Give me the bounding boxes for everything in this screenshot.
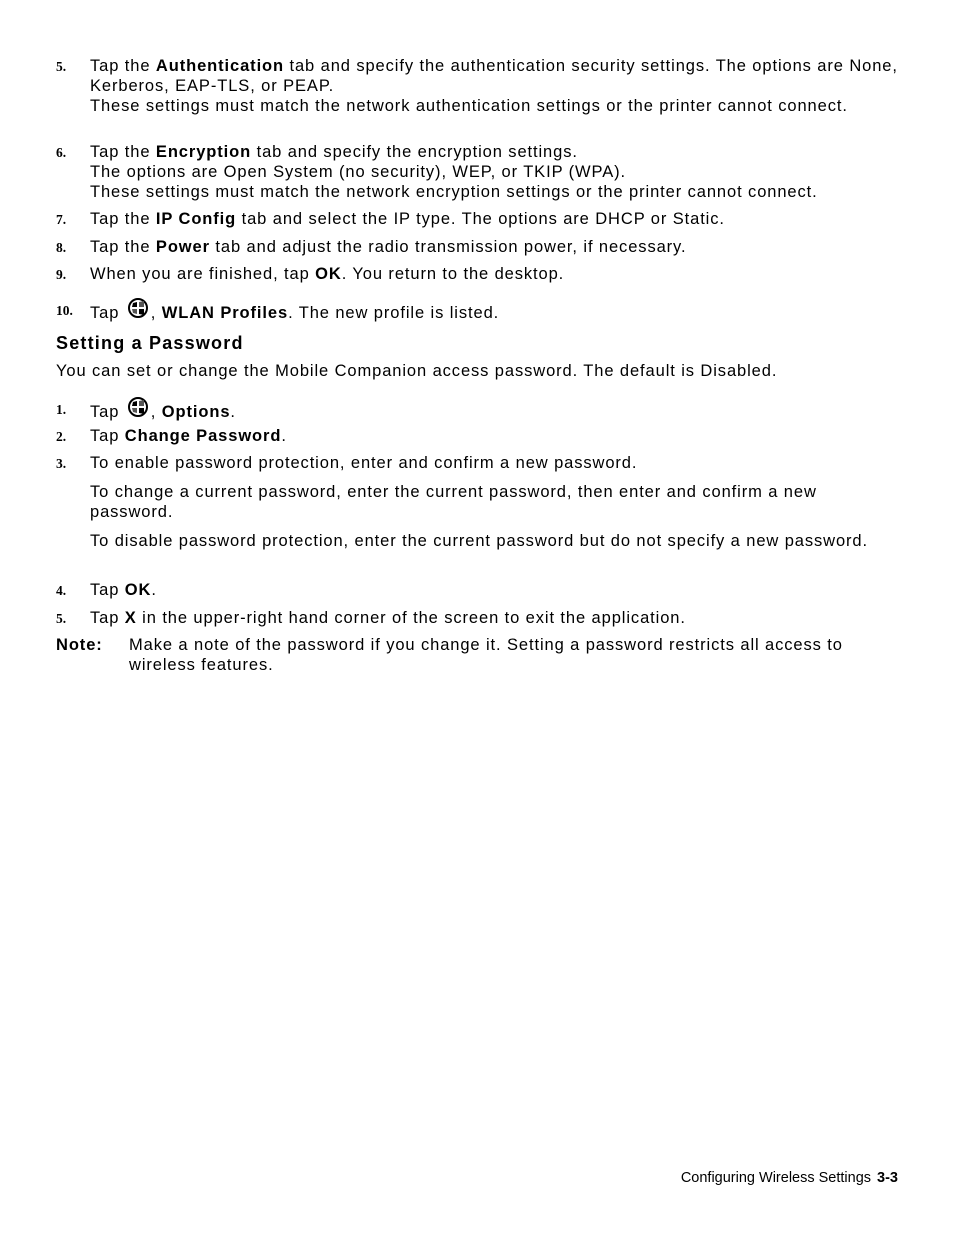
step-note: These settings must match the network encryption settings or the printer cannot connect. xyxy=(90,183,818,201)
step-note: The options are Open System (no security), WEP, or TKIP (WPA). xyxy=(90,163,626,181)
step-text: . xyxy=(230,403,236,421)
step-text: tab and adjust the radio transmission power, if necessary. xyxy=(209,238,687,256)
windows-start-icon xyxy=(126,296,150,320)
step-text: When you are finished, tap xyxy=(90,265,316,283)
page-number: 3-3 xyxy=(877,1170,898,1186)
step-10-wlan-profiles xyxy=(56,296,906,323)
step-7-ip-config xyxy=(56,209,906,229)
ui-term: Options xyxy=(161,403,231,421)
step-number: 1. xyxy=(56,402,67,417)
ui-term: OK xyxy=(315,265,342,283)
note-text: Make a note of the password if you change it. Setting a password restricts all access to wireless features. xyxy=(129,636,843,674)
ui-term: WLAN Profiles xyxy=(161,304,289,322)
step-text: tab and select the IP type. The options are DHCP or Static. xyxy=(236,210,725,228)
section-intro: You can set or change the Mobile Companion access password. The default is Disabled. xyxy=(56,362,778,380)
step-4-ok xyxy=(56,580,906,600)
step-5-authentication xyxy=(56,56,906,116)
step-number: 5. xyxy=(56,611,67,626)
page-footer xyxy=(681,1170,898,1186)
step-text: Tap the xyxy=(90,57,156,75)
ui-term: OK xyxy=(124,581,152,599)
step-5-exit xyxy=(56,608,906,628)
change-password-paragraph: To change a current password, enter the current password, then enter and confirm a new password. xyxy=(90,483,817,521)
step-number: 5. xyxy=(56,59,67,74)
step-6-encryption xyxy=(56,142,906,202)
step-text: . You return to the desktop. xyxy=(341,265,565,283)
step-text: , xyxy=(150,403,162,421)
step-text: in the upper-right hand corner of the screen to exit the application. xyxy=(136,609,686,627)
step-9-finish xyxy=(56,264,906,284)
ui-term: Power xyxy=(155,238,210,256)
step-number: 10. xyxy=(56,303,73,318)
step-text: Tap the xyxy=(90,143,156,161)
step-text: Tap the xyxy=(90,210,156,228)
windows-start-icon xyxy=(126,395,150,419)
step-text: Tap the xyxy=(90,238,156,256)
step-text: Tap xyxy=(90,427,125,445)
step-number: 8. xyxy=(56,240,67,255)
step-number: 3. xyxy=(56,456,67,471)
ui-term: Encryption xyxy=(155,143,252,161)
step-number: 2. xyxy=(56,429,67,444)
step-text: . xyxy=(281,427,287,445)
step-number: 7. xyxy=(56,212,67,227)
note-label: Note: xyxy=(56,636,103,654)
step-text: . xyxy=(151,581,157,599)
ui-term: Authentication xyxy=(155,57,285,75)
step-number: 9. xyxy=(56,267,67,282)
step-3-enable-password xyxy=(56,453,906,473)
step-8-power xyxy=(56,237,906,257)
step-text: tab and specify the encryption settings. xyxy=(251,143,578,161)
step-1-options xyxy=(56,395,906,422)
step-note: These settings must match the network authentication settings or the printer cannot connect. xyxy=(90,97,848,115)
step-text: Tap xyxy=(90,403,125,421)
step-text: Tap xyxy=(90,304,125,322)
ui-term: Change Password xyxy=(124,427,282,445)
step-text: To enable password protection, enter and confirm a new password. xyxy=(90,454,638,472)
step-number: 4. xyxy=(56,583,67,598)
ui-term: X xyxy=(124,609,137,627)
ui-term: IP Config xyxy=(155,210,237,228)
note-block xyxy=(56,635,906,675)
section-heading: Setting a Password xyxy=(56,333,244,353)
step-number: 6. xyxy=(56,145,67,160)
step-text: Tap xyxy=(90,581,125,599)
step-text: . The new profile is listed. xyxy=(288,304,500,322)
step-text: Tap xyxy=(90,609,125,627)
footer-title: Configuring Wireless Settings xyxy=(680,1170,872,1186)
step-text: , xyxy=(150,304,162,322)
step-text: tab and specify the authentication security settings. The options are None, Kerberos, EAP-TLS, or PEAP. xyxy=(90,57,898,95)
step-2-change-password xyxy=(56,426,906,446)
disable-password-paragraph: To disable password protection, enter the current password but do not specify a new password. xyxy=(90,532,868,550)
